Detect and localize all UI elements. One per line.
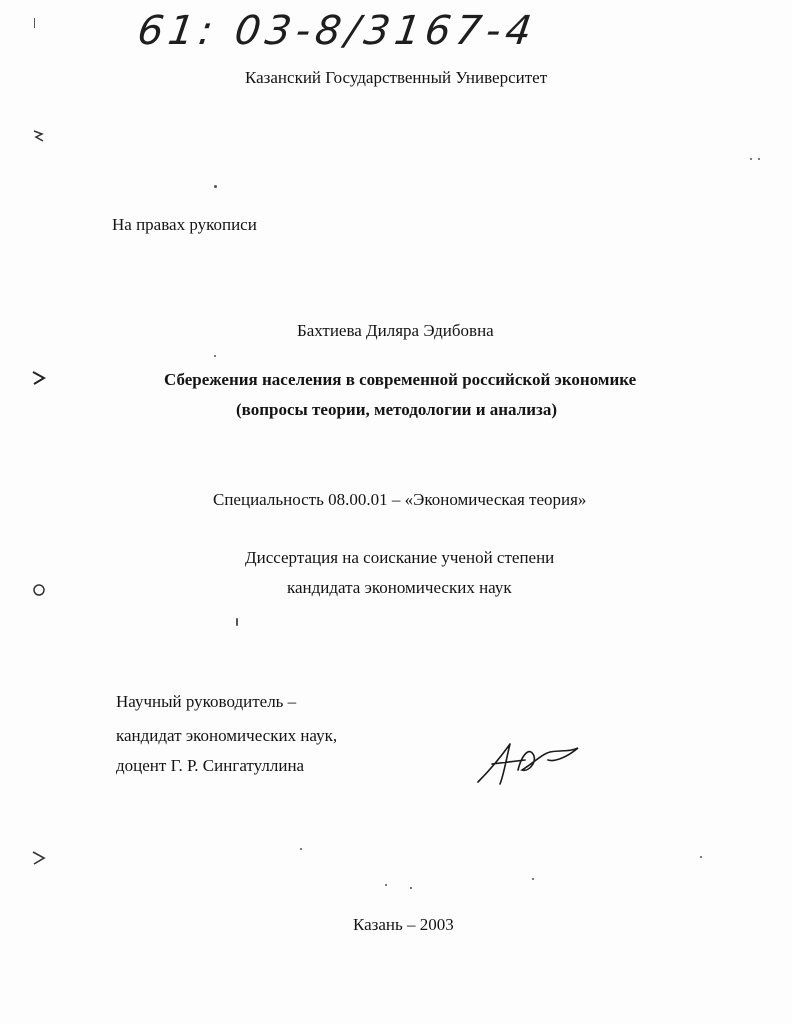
supervisor-line2: кандидат экономических наук,	[116, 726, 338, 745]
scan-speck	[300, 848, 302, 850]
dissertation-title-line1: Сбережения населения в современной российской экономике	[164, 370, 637, 389]
binding-hole-mark	[32, 370, 46, 386]
binding-hole-mark	[32, 128, 46, 144]
city-year: Казань – 2003	[353, 915, 454, 934]
scan-speck	[34, 18, 35, 28]
degree-line2: кандидата экономических наук	[287, 578, 512, 597]
scan-speck	[385, 884, 387, 886]
supervisor-line3: доцент Г. Р. Сингатуллина	[116, 756, 305, 775]
scan-speck	[214, 355, 216, 357]
archive-code-handwritten: 61: 03-8/3167-4	[134, 8, 540, 54]
university-name: Казанский Государственный Университет	[245, 68, 548, 87]
specialty-line: Специальность 08.00.01 – «Экономическая теория»	[213, 490, 587, 509]
scan-speck	[700, 856, 702, 858]
degree-line1: Диссертация на соискание ученой степени	[245, 548, 555, 567]
supervisor-line1: Научный руководитель –	[116, 692, 297, 711]
scan-speck	[214, 185, 217, 188]
author-name: Бахтиева Диляра Эдибовна	[297, 321, 494, 340]
scan-speck	[410, 887, 412, 889]
binding-hole-mark	[32, 850, 46, 866]
dissertation-title-line2: (вопросы теории, методологии и анализа)	[236, 400, 558, 419]
scan-speck	[236, 618, 238, 626]
binding-hole-mark	[32, 582, 46, 598]
scan-speck	[750, 158, 752, 160]
supervisor-signature	[470, 730, 590, 790]
rights-note: На правах рукописи	[112, 215, 257, 234]
scan-speck	[758, 158, 760, 160]
scan-speck	[532, 878, 534, 880]
